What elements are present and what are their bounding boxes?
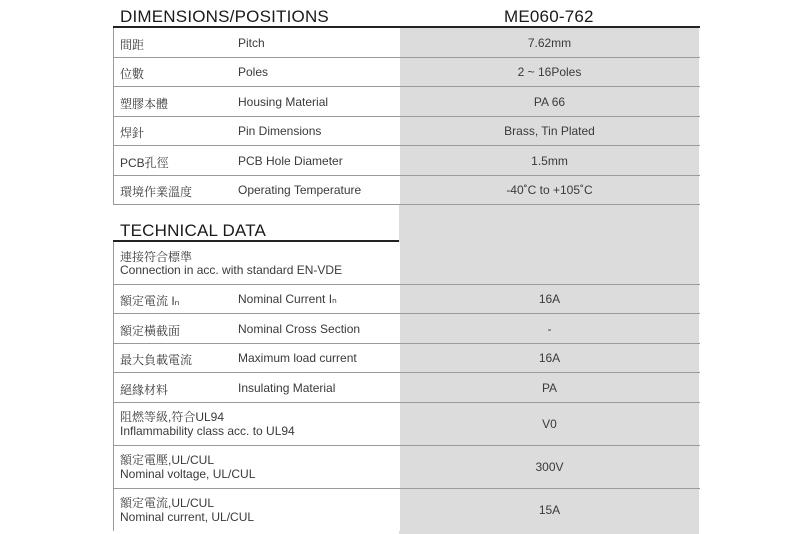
spec-label-en: Nominal voltage, UL/CUL xyxy=(120,467,256,481)
spec-row-nominal-cross-section xyxy=(113,314,700,344)
spec-label-en: PCB Hole Diameter xyxy=(238,154,343,168)
spec-row-insulating-material xyxy=(113,373,700,403)
spec-value: 1.5mm xyxy=(531,153,568,168)
spec-label-en: Insulating Material xyxy=(238,381,336,395)
spec-value: 16A xyxy=(538,351,561,365)
spec-label-zh: 額定電流,UL/CUL xyxy=(120,496,215,510)
spec-row-nominal-voltage-ul xyxy=(113,446,700,489)
spec-row-pin-dimensions xyxy=(113,117,700,146)
spec-label-en: Pitch xyxy=(238,36,265,50)
spec-label-en: Poles xyxy=(238,65,269,79)
spec-value: 7.62mm xyxy=(527,35,572,50)
spec-row-poles xyxy=(113,58,700,87)
spec-value: PA xyxy=(541,380,558,395)
spec-label-zh: 阻燃等級,符合UL94 xyxy=(120,410,225,424)
spec-label-zh: 連接符合標準 xyxy=(120,250,193,264)
spec-label-zh: 環境作業溫度 xyxy=(120,185,193,199)
spec-row-nominal-current xyxy=(113,285,700,314)
spec-row-housing-material xyxy=(113,87,700,117)
spec-label-en: Operating Temperature xyxy=(238,183,362,197)
spec-value: PA 66 xyxy=(533,94,566,109)
dimensions-heading: DIMENSIONS/POSITIONS xyxy=(120,7,329,26)
spec-value: -40˚C to +105˚C xyxy=(506,183,593,197)
spec-label-en: Maximum load current xyxy=(238,351,357,365)
spec-label-zh: 額定橫截面 xyxy=(120,324,181,338)
spec-label-zh: 焊針 xyxy=(120,126,145,140)
spec-label-zh: PCB孔徑 xyxy=(120,156,169,170)
spec-label-zh: 最大負載電流 xyxy=(120,353,193,367)
spec-label-zh: 絕緣材料 xyxy=(120,383,169,397)
spec-label-zh: 額定電壓,UL/CUL xyxy=(120,453,215,467)
spec-label-zh: 間距 xyxy=(120,38,145,52)
spec-value: 2 ~ 16Poles xyxy=(517,65,582,79)
spec-label-en: Pin Dimensions xyxy=(238,124,322,138)
spec-row-nominal-current-ul xyxy=(113,489,700,531)
model-number: ME060-762 xyxy=(504,7,594,26)
spec-row-pitch xyxy=(113,28,700,58)
spec-row-inflammability-class xyxy=(113,403,700,446)
technical-heading: TECHNICAL DATA xyxy=(120,221,267,240)
spec-value: 300V xyxy=(535,460,564,474)
spec-label-zh: 位數 xyxy=(120,67,145,81)
spec-label-en: Nominal Current Iₙ xyxy=(238,292,337,306)
spec-label-en: Nominal Cross Section xyxy=(238,322,361,336)
spec-value: 16A xyxy=(538,292,561,306)
spec-label-en: Connection in acc. with standard EN-VDE xyxy=(120,263,343,277)
spec-label-en: Housing Material xyxy=(238,95,329,109)
spec-value: V0 xyxy=(542,417,557,431)
spec-row-connection-standard xyxy=(113,242,700,285)
spec-label-zh: 額定電流 Iₙ xyxy=(120,294,180,308)
spec-label-en: Inflammability class acc. to UL94 xyxy=(120,424,295,438)
spec-value: Brass, Tin Plated xyxy=(504,124,595,138)
spec-value: 15A xyxy=(538,503,561,517)
spec-value: - xyxy=(547,321,552,336)
spec-row-operating-temperature xyxy=(113,176,700,205)
spec-row-pcb-hole-diameter xyxy=(113,146,700,176)
spec-label-en: Nominal current, UL/CUL xyxy=(120,510,255,524)
spec-value xyxy=(399,242,700,284)
spec-label-zh: 塑膠本體 xyxy=(120,97,169,111)
spec-row-maximum-load-current xyxy=(113,344,700,373)
